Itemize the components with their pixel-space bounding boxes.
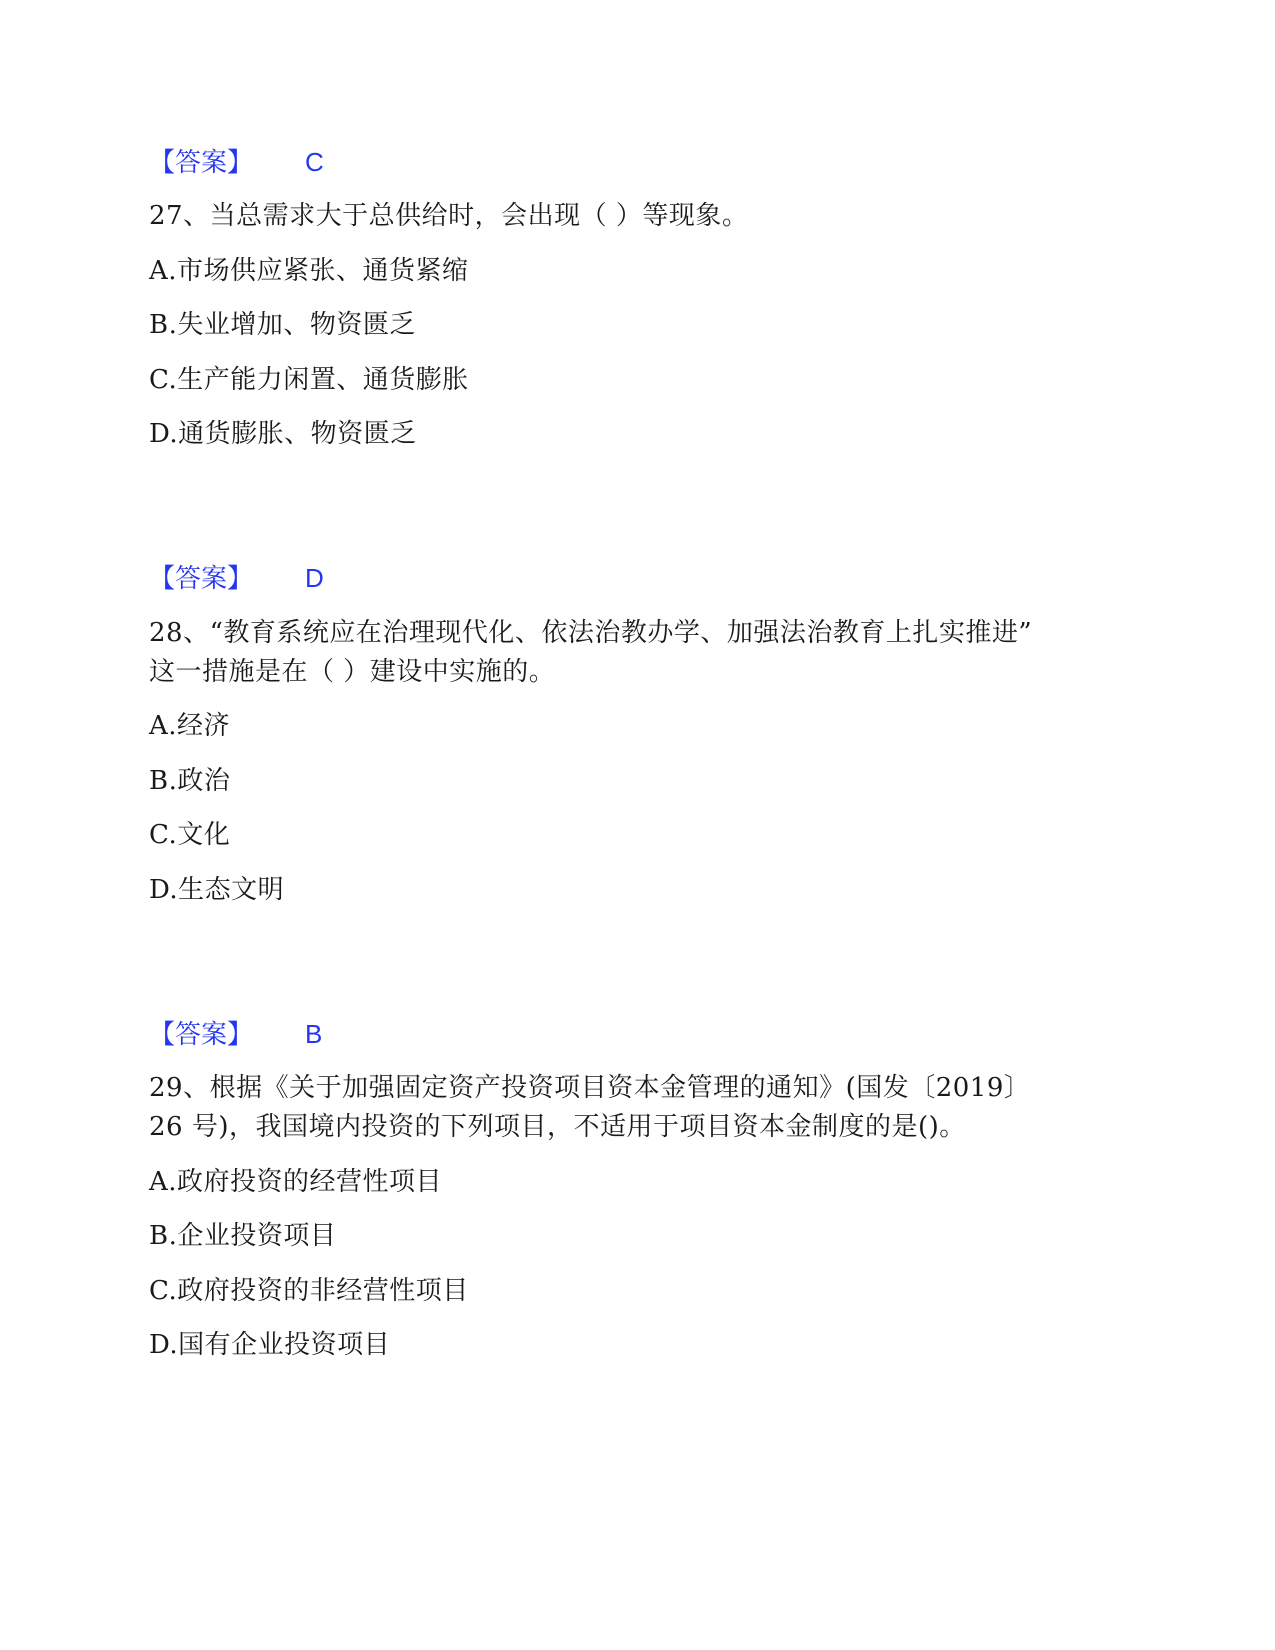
question-27-text: 27、当总需求大于总供给时，会出现（ ）等现象。	[149, 201, 749, 231]
question-27-option-c: C.生产能力闲置、通货膨胀	[149, 365, 469, 395]
question-29-option-d: D.国有企业投资项目	[149, 1330, 391, 1360]
question-27-option-d: D.通货膨胀、物资匮乏	[149, 419, 417, 449]
question-27-option-a: A.市场供应紧张、通货紧缩	[149, 256, 469, 286]
question-28-text-line-2: 这一措施是在（ ）建设中实施的。	[149, 657, 556, 687]
answer-line-3	[149, 1017, 322, 1052]
answer-value: C	[305, 147, 324, 177]
question-28-text-line-1: 28、“教育系统应在治理现代化、依法治教办学、加强法治教育上扎实推进”	[149, 618, 1033, 648]
question-28-option-b: B.政治	[149, 766, 231, 796]
answer-label: 【答案】	[149, 1020, 254, 1050]
answer-value: D	[305, 563, 324, 593]
answer-label: 【答案】	[149, 148, 254, 178]
question-29-text-line-1: 29、根据《关于加强固定资产投资项目资本金管理的通知》(国发〔2019〕	[149, 1073, 1031, 1103]
question-28-option-a: A.经济	[149, 711, 231, 741]
question-28-option-d: D.生态文明	[149, 875, 285, 905]
question-29-option-a: A.政府投资的经营性项目	[149, 1167, 443, 1197]
question-29-option-c: C.政府投资的非经营性项目	[149, 1276, 469, 1306]
question-29-option-b: B.企业投资项目	[149, 1221, 337, 1251]
question-27-option-b: B.失业增加、物资匮乏	[149, 310, 416, 340]
answer-label: 【答案】	[149, 564, 254, 594]
answer-line-1	[149, 145, 324, 180]
answer-line-2	[149, 561, 324, 596]
question-28-option-c: C.文化	[149, 820, 231, 850]
question-29-text-line-2: 26 号)，我国境内投资的下列项目，不适用于项目资本金制度的是()。	[149, 1112, 966, 1142]
answer-value: B	[305, 1019, 323, 1049]
